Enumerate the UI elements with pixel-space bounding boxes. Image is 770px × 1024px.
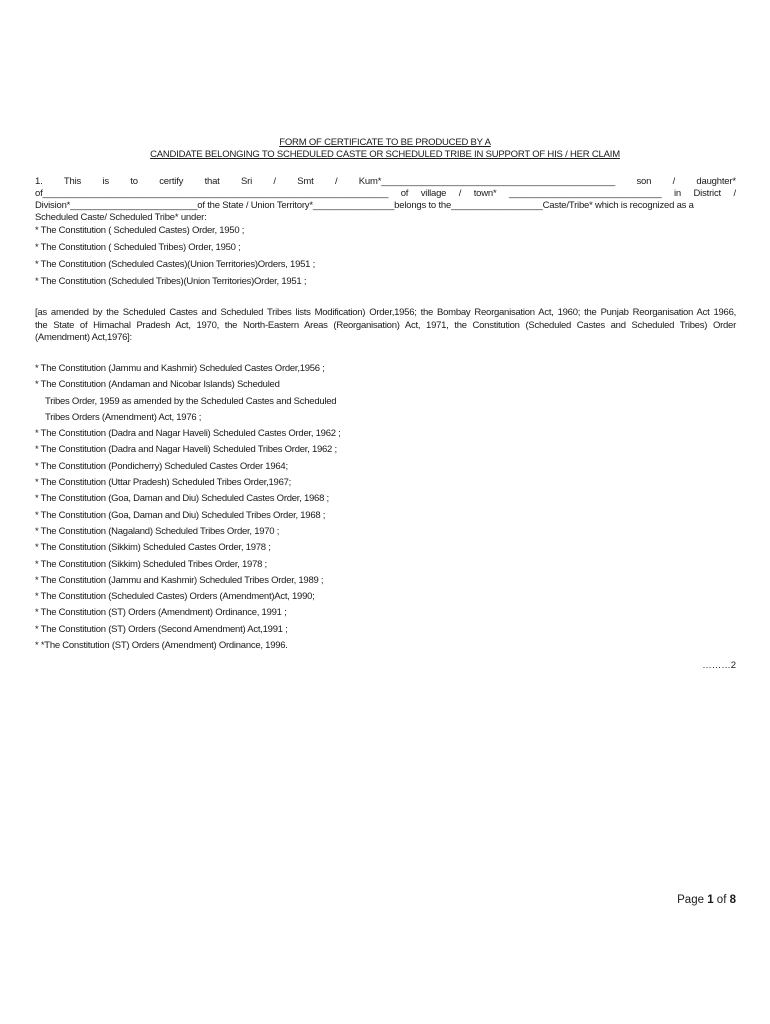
amendment-line: the State of Himachal Pradesh Act, 1970, the North-Eastern Areas (Reorganisation) Act, 1971, the Constitution (Scheduled Castes and Scheduled Tribes) Order (35, 319, 736, 331)
certify-line-1 (35, 176, 736, 187)
certify-word: 1. (35, 176, 43, 187)
certify-word: of (400, 188, 409, 199)
certify-word: Sri (241, 176, 253, 187)
certify-word: certify (159, 176, 184, 187)
list-item: * The Constitution (Sikkim) Scheduled Castes Order, 1978 ; (35, 542, 271, 554)
list-item: * The Constitution (Dadra and Nagar Haveli) Scheduled Castes Order, 1962 ; (35, 428, 341, 440)
certify-word: village (420, 188, 447, 199)
certify-word: town* (473, 188, 497, 199)
list-item: * The Constitution (Sikkim) Scheduled Tribes Order, 1978 ; (35, 558, 267, 570)
page-label: Page (677, 894, 704, 906)
list-item: * The Constitution (ST) Orders (Second Amendment) Act,1991 ; (35, 623, 288, 635)
list-item: * The Constitution (Jammu and Kashmir) Scheduled Tribes Order, 1989 ; (35, 574, 324, 586)
certify-word: / (672, 176, 676, 187)
parent-blank: of____________________________________________________________________ (35, 188, 389, 199)
list-item: * The Constitution (Pondicherry) Scheduled Castes Order 1964; (35, 460, 288, 472)
certify-line-2 (35, 188, 736, 199)
list-item: * The Constitution ( Scheduled Castes) Order, 1950 ; (35, 225, 245, 236)
list-item: * The Constitution (Goa, Daman and Diu) Scheduled Tribes Order, 1968 ; (35, 509, 326, 521)
division-text: Division*_________________________of the State / Union Territory*________________belongs to the__________________Caste/Tribe* which is recognized as a (35, 200, 694, 211)
of-label: of (716, 894, 727, 906)
orders-list-1 (35, 224, 315, 292)
list-item: * The Constitution (Scheduled Tribes)(Union Territories)Order, 1951 ; (35, 276, 307, 287)
certify-word: / (273, 176, 276, 187)
list-item: * The Constitution ( Scheduled Tribes) Order, 1950 ; (35, 242, 241, 253)
amendment-paragraph (35, 307, 736, 345)
certify-word: Smt (297, 176, 314, 187)
certify-line-4: Scheduled Caste/ Scheduled Tribe* under: (35, 212, 207, 223)
certify-word: son (636, 176, 652, 187)
list-item: * The Constitution (Nagaland) Scheduled Tribes Order, 1970 ; (35, 525, 280, 537)
current-page: 1 (707, 894, 714, 906)
list-item: * The Constitution (ST) Orders (Amendment) Ordinance, 1991 ; (35, 607, 287, 619)
certify-line-3 (35, 200, 736, 211)
list-item: * *The Constitution (ST) Orders (Amendment) Ordinance, 1996. (35, 640, 288, 652)
certify-word: / (733, 188, 736, 199)
certify-word: daughter* (696, 176, 736, 187)
certify-word: that (204, 176, 220, 187)
list-item: * The Constitution (Scheduled Castes)(Union Territories)Orders, 1951 ; (35, 259, 315, 270)
certify-word: District (693, 188, 721, 199)
list-item: * The Constitution (Jammu and Kashmir) Scheduled Castes Order,1956 ; (35, 363, 325, 374)
certify-word: to (130, 176, 138, 187)
amendment-line: [as amended by the Scheduled Castes and Scheduled Tribes lists Modification) Order,1956; the Bombay Reorganisation Act, 1960; the Punjab Reorganisation Act 1966, (35, 307, 736, 318)
list-item: * The Constitution (Andaman and Nicobar Islands) Scheduled (35, 379, 280, 391)
form-title-line1: FORM OF CERTIFICATE TO BE PRODUCED BY A (279, 137, 491, 148)
orders-list-2 (35, 362, 341, 655)
list-item: Tribes Order, 1959 as amended by the Scheduled Castes and Scheduled (45, 395, 337, 407)
amendment-line: (Amendment) Act,1976]: (35, 332, 132, 343)
continuation-marker: ………2 (702, 660, 736, 671)
form-title-line2: CANDIDATE BELONGING TO SCHEDULED CASTE OR SCHEDULED TRIBE IN SUPPORT OF HIS / HER CLAIM (150, 149, 620, 160)
page-number (677, 894, 736, 906)
village-blank: ______________________________ (509, 188, 662, 199)
list-item: * The Constitution (Scheduled Castes) Orders (Amendment)Act, 1990; (35, 591, 315, 603)
name-blank: Kum*______________________________________________ (358, 176, 616, 187)
list-item: * The Constitution (Dadra and Nagar Haveli) Scheduled Tribes Order, 1962 ; (35, 444, 337, 456)
certify-word: / (334, 176, 338, 187)
list-item: Tribes Orders (Amendment) Act, 1976 ; (45, 411, 202, 423)
certify-word: is (102, 176, 109, 187)
total-pages: 8 (729, 894, 736, 906)
certify-word: This (63, 176, 82, 187)
list-item: * The Constitution (Uttar Pradesh) Scheduled Tribes Order,1967; (35, 477, 292, 489)
certify-word: in (674, 188, 682, 199)
list-item: * The Constitution (Goa, Daman and Diu) Scheduled Castes Order, 1968 ; (35, 493, 329, 505)
certify-word: / (458, 188, 462, 199)
